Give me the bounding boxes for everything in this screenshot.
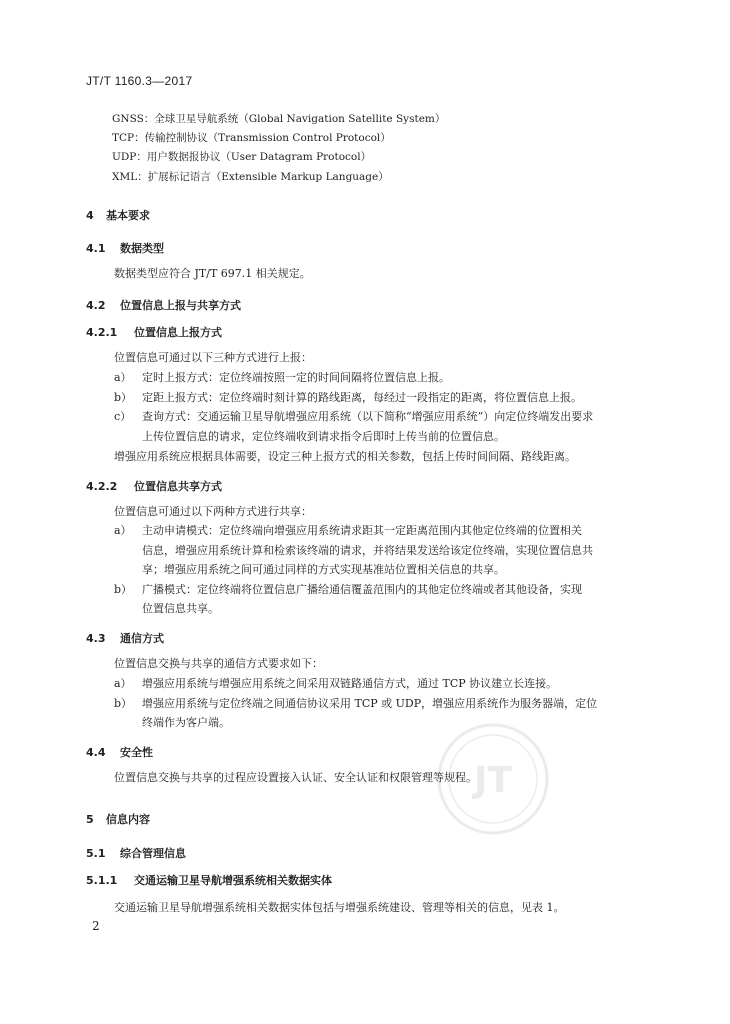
paragraph: 增强应用系统应根据具体需要，设定三种上报方式的相关参数，包括上传时间间隔、路线距离。 [114,450,576,463]
section-4-3-heading [86,630,164,646]
abbreviation-udp: UDP：用户数据报协议（User Datagram Protocol） [112,151,372,163]
list-marker: b） [114,391,133,404]
section-number: 5 [86,813,94,826]
section-number: 4.2.1 [86,326,118,339]
section-4-heading [86,207,150,223]
list-text: 主动申请模式：定位终端向增强应用系统请求距其一定距离范围内其他定位终端的位置相关 [142,524,582,537]
list-text-continuation: 上传位置信息的请求，定位终端收到请求指令后即时上传当前的位置信息。 [142,430,505,443]
list-text-continuation: 位置信息共享。 [142,602,219,615]
list-text: 定距上报方式：定位终端时刻计算的路线距离，每经过一段指定的距离，将位置信息上报。 [142,391,582,404]
section-number: 4 [86,209,94,222]
list-item [114,583,582,597]
list-marker: c） [114,410,132,423]
section-number: 4.3 [86,632,106,645]
list-marker: b） [114,583,133,596]
section-title: 安全性 [120,746,153,759]
section-title: 位置信息上报与共享方式 [120,299,241,312]
list-text: 查询方式：交通运输卫星导航增强应用系统（以下简称“增强应用系统”）向定位终端发出要求 [142,410,594,423]
section-4-1-heading [86,240,164,256]
section-number: 4.4 [86,746,106,759]
section-title: 基本要求 [106,209,150,222]
section-title: 信息内容 [106,813,150,826]
list-item [114,410,593,424]
paragraph: 位置信息可通过以下三种方式进行上报： [114,351,312,364]
list-item [114,371,450,385]
list-item [114,391,582,405]
section-4-2-2-heading [86,478,222,494]
watermark-text: JT [474,760,512,801]
section-5-1-heading [86,845,186,861]
page-number: 2 [92,919,100,933]
abbreviation-xml: XML：扩展标记语言（Extensible Markup Language） [112,171,389,183]
paragraph: 数据类型应符合 JT/T 697.1 相关规定。 [114,267,311,280]
list-text-continuation: 享；增强应用系统之间可通过同样的方式实现基准站位置相关信息的共享。 [142,563,505,576]
list-text-continuation: 终端作为客户端。 [142,716,230,729]
list-marker: b） [114,697,133,710]
section-4-4-heading [86,744,153,760]
section-title: 通信方式 [120,632,164,645]
list-text: 增强应用系统与定位终端之间通信协议采用 TCP 或 UDP，增强应用系统作为服务器端，定位 [142,697,598,710]
section-number: 5.1 [86,847,106,860]
section-5-1-1-heading [86,872,332,888]
list-text: 定时上报方式：定位终端按照一定的时间间隔将位置信息上报。 [142,371,450,384]
list-item [114,697,597,711]
section-5-heading [86,811,150,827]
section-4-2-heading [86,297,241,313]
section-title: 位置信息上报方式 [134,326,222,339]
list-marker: a） [114,371,132,384]
section-number: 5.1.1 [86,874,118,887]
section-number: 4.1 [86,242,106,255]
section-title: 位置信息共享方式 [134,480,222,493]
paragraph: 位置信息交换与共享的通信方式要求如下： [114,657,323,670]
list-text: 广播模式：定位终端将位置信息广播给通信覆盖范围内的其他定位终端或者其他设备，实现 [142,583,582,596]
section-4-2-1-heading [86,324,222,340]
list-text-continuation: 信息，增强应用系统计算和检索该终端的请求，并将结果发送给该定位终端，实现位置信息共 [142,544,593,557]
watermark-seal-icon [436,722,550,836]
section-title: 交通运输卫星导航增强系统相关数据实体 [134,874,332,887]
list-item [114,677,557,691]
paragraph: 位置信息交换与共享的过程应设置接入认证、安全认证和权限管理等规程。 [114,771,477,784]
paragraph: 交通运输卫星导航增强系统相关数据实体包括与增强系统建设、管理等相关的信息，见表 1。 [114,901,565,914]
list-text: 增强应用系统与增强应用系统之间采用双链路通信方式，通过 TCP 协议建立长连接。 [142,677,558,690]
section-number: 4.2 [86,299,106,312]
list-marker: a） [114,524,132,537]
abbreviation-gnss: GNSS：全球卫星导航系统（Global Navigation Satellite System） [112,113,446,125]
standard-code-header: JT/T 1160.3—2017 [86,74,193,88]
list-item [114,524,582,538]
list-marker: a） [114,677,132,690]
section-number: 4.2.2 [86,480,118,493]
section-title: 数据类型 [120,242,164,255]
abbreviation-tcp: TCP：传输控制协议（Transmission Control Protocol） [112,132,391,144]
section-title: 综合管理信息 [120,847,186,860]
paragraph: 位置信息可通过以下两种方式进行共享： [114,505,312,518]
